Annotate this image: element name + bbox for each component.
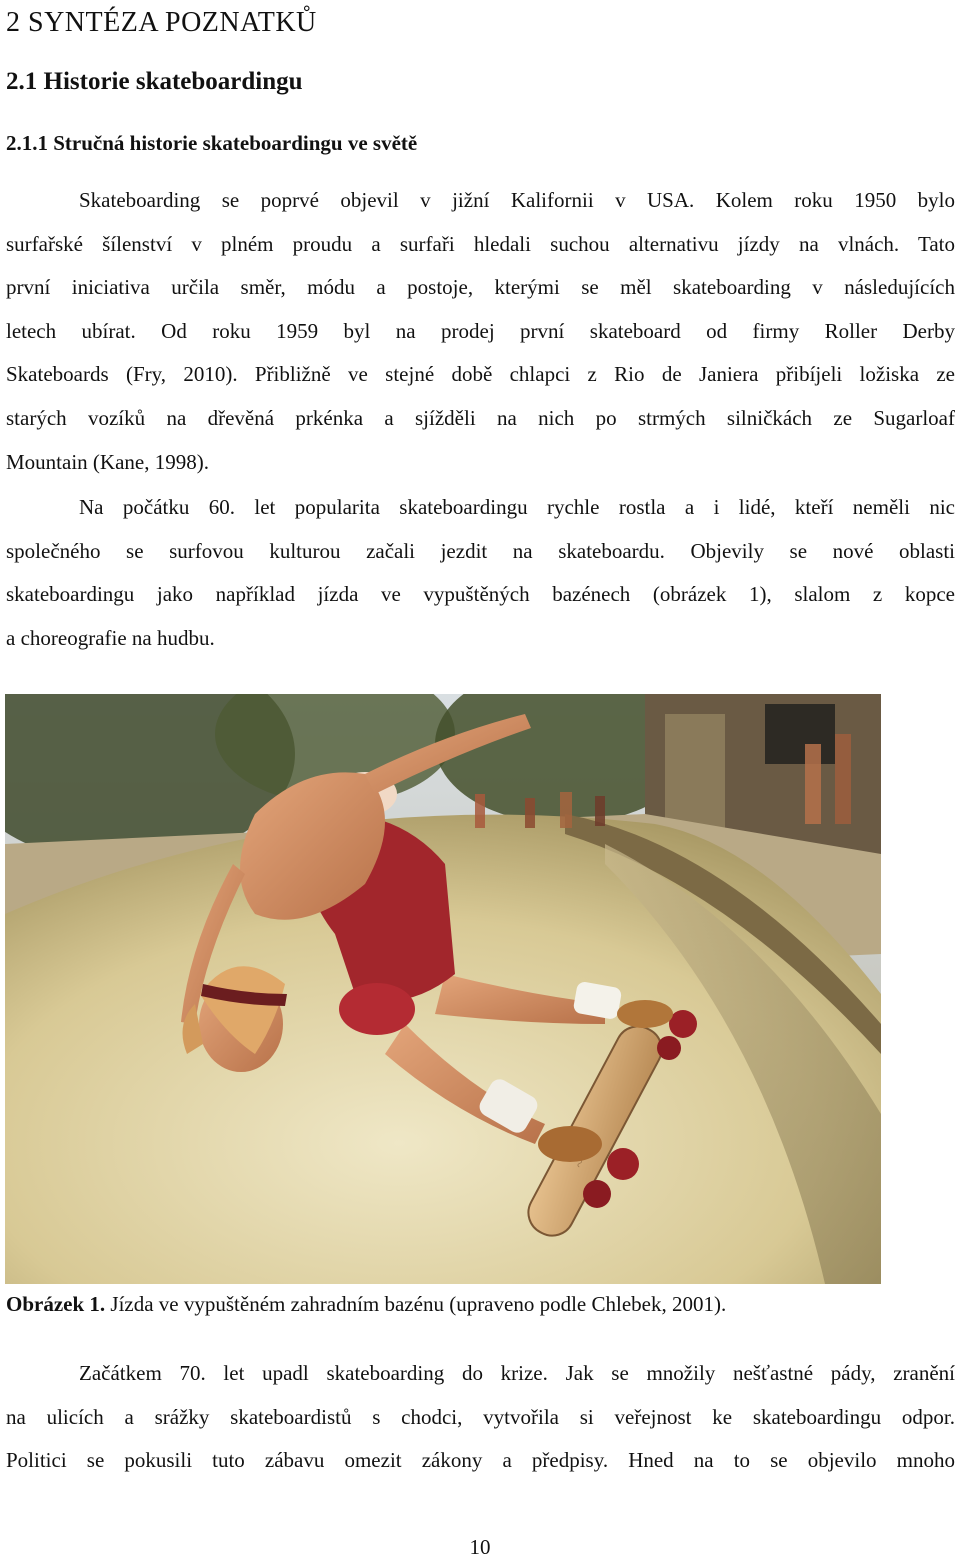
- paragraph-1: [6, 179, 955, 484]
- paragraph-line: na ulicích a srážky skateboardistů s chodci, vytvořila si veřejnost ke skateboardingu odpor.: [6, 1404, 955, 1429]
- section-heading: 2.1 Historie skateboardingu: [6, 68, 303, 95]
- figure-caption-text: Jízda ve vypuštěném zahradním bazénu (upraveno podle Chlebek, 2001).: [105, 1292, 727, 1316]
- paragraph-line: skateboardingu jako například jízda ve vypuštěných bazénech (obrázek 1), slalom z kopce: [6, 582, 955, 607]
- paragraph-line: Skateboarding se poprvé objevil v jižní Kalifornii v USA. Kolem roku 1950 bylo: [79, 188, 955, 212]
- paragraph-line: společného se surfovou kulturou začali jezdit na skateboardu. Objevily se nové oblasti: [6, 538, 955, 563]
- page-number: 10: [469, 1535, 491, 1559]
- paragraph-line: Začátkem 70. let upadl skateboarding do krize. Jak se množily nešťastné pády, zranění: [79, 1361, 955, 1385]
- paragraph-line: surfařské šílenství v plném proudu a surfaři hledali suchou alternativu jízdy na vlnách. Tato: [6, 231, 955, 256]
- paragraph-3: [6, 1352, 955, 1483]
- paragraph-line: a choreografie na hudbu.: [6, 625, 215, 650]
- paragraph-2: [6, 486, 955, 660]
- figure-caption-label: Obrázek 1.: [6, 1292, 106, 1316]
- paragraph-line: první iniciativa určila směr, módu a postoje, kterými se měl skateboarding v následujících: [6, 275, 955, 300]
- paragraph-line: letech ubírat. Od roku 1959 byl na prodej první skateboard od firmy Roller Derby: [6, 318, 955, 343]
- skateboarding-photo: [5, 694, 881, 1284]
- figure-caption: [6, 1289, 726, 1319]
- paragraph-line: Politici se pokusili tuto zábavu omezit zákony a předpisy. Hned na to se objevilo mnoho: [6, 1448, 955, 1473]
- chapter-heading: 2 SYNTÉZA POZNATKŮ: [6, 7, 317, 38]
- paragraph-line: Skateboards (Fry, 2010). Přibližně ve stejné době chlapci z Rio de Janiera přibíjeli ložiska ze: [6, 362, 955, 387]
- paragraph-line: Mountain (Kane, 1998).: [6, 449, 209, 474]
- subsection-heading: 2.1.1 Stručná historie skateboardingu ve světě: [6, 131, 418, 155]
- paragraph-line: Na počátku 60. let popularita skateboardingu rychle rostla a i lidé, kteří neměli nic: [79, 495, 955, 519]
- paragraph-line: starých vozíků na dřevěná prkénka a sjížděli na nich po strmých silničkách ze Sugarloaf: [6, 405, 955, 430]
